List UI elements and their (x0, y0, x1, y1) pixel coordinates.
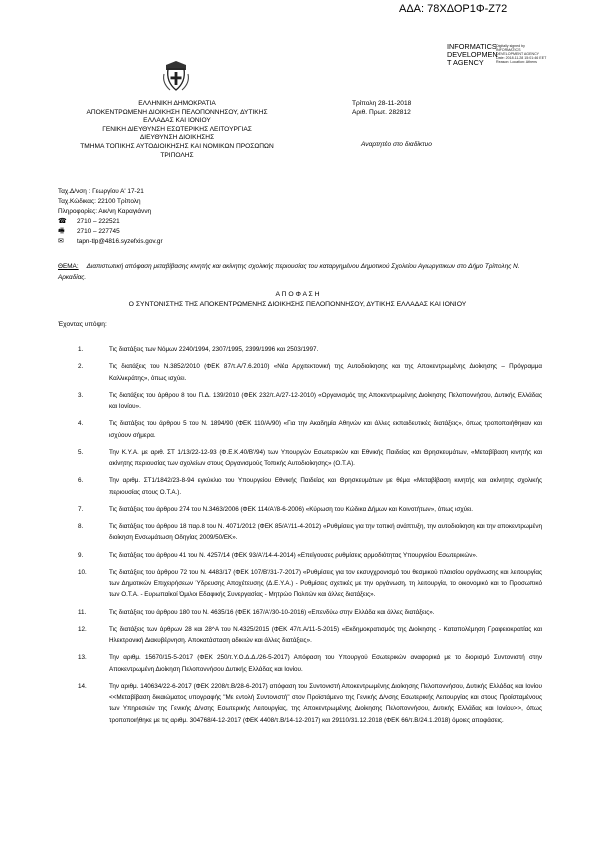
item-text: Τις διατάξεις του άρθρου 5 του Ν. 1894/90 (ΦΕΚ 110/Α/90) «Για την Ακαδημία Αθηνών και άλλες εκπαιδευτικές διατάξεις», όπως τροποποιήθηκαν και ισχύουν σήμερα. (109, 420, 542, 439)
item-text: Τις διατάξεις του Ν.3852/2010 (ΦΕΚ 87/τ.Α/7.6.2010) «Νέα Αρχιτεκτονική της Αυτοδιοίκησης και της Αποκεντρωμένης Διοίκησης – Πρόγραμμα Καλλικράτης», όπως ισχύει. (109, 363, 542, 382)
issuer-line: ΕΛΛΑΔΑΣ ΚΑΙ ΙΟΝΙΟΥ (143, 117, 211, 125)
phone-row (58, 217, 163, 227)
item-text: Τις διατάξεις του άρθρου 8 του Π.Δ. 139/2010 (ΦΕΚ 232/τ.Α/27-12-2010) «Οργανισμός της Αποκεντρωμένης Διοίκησης Πελοποννήσου, Δυτικής Ελλάδας και Ιονίου». (109, 391, 542, 410)
item-number: 11. (78, 608, 87, 616)
issuer-authority (58, 100, 296, 160)
decision-subtitle: Ο ΣΥΝΤΟΝΙΣΤΗΣ ΤΗΣ ΑΠΟΚΕΝΤΡΩΜΕΝΗΣ ΔΙΟΙΚΗΣΗΣ ΠΕΛΟΠΟΝΝΗΣΟΥ, ΔΥΤΙΚΗΣ ΕΛΛΑΔΑΣ ΚΑΙ ΙΟΝΙΟΥ (128, 301, 467, 309)
list-item (78, 607, 542, 618)
place-date: Τρίπολη 28-11-2018 (352, 100, 412, 107)
item-number: 2. (78, 363, 84, 371)
issuer-line: ΓΕΝΙΚΗ ΔΙΕΥΘΥΝΣΗ ΕΣΩΤΕΡΙΚΗΣ ΛΕΙΤΟΥΡΓΙΑΣ (102, 125, 252, 133)
list-item (78, 567, 542, 601)
issuer-line: ΑΠΟΚΕΝΤΡΩΜΕΝΗ ΔΙΟΙΚΗΣΗ ΠΕΛΟΠΟΝΝΗΣΟΥ, ΔΥΤΙΚΗΣ (86, 108, 268, 116)
item-number: 4. (78, 420, 84, 428)
issuer-line: ΔΙΕΥΘΥΝΣΗ ΔΙΟΙΚΗΣΗΣ (139, 134, 215, 142)
item-number: 8. (78, 523, 84, 531)
item-number: 6. (78, 477, 84, 485)
list-item (78, 344, 542, 355)
email-icon: ✉ (58, 237, 64, 245)
phone-icon: ☎ (58, 217, 67, 225)
item-number: 5. (78, 448, 84, 456)
postcode-row: Ταχ.Κώδικας: 22100 Τρίπολη (58, 197, 141, 205)
item-text: Την αριθμ. 15670/15-5-2017 (ΦΕΚ 250/τ.Υ.Ο.Δ.Δ./26-5-2017) Απόφαση του Υπουργού Εσωτερικών αναφορικά με το διορισμό Συντονιστή στην Αποκεντρωμένη Διοίκηση Πελοποννήσου Δυτικής Ελλάδας και Ιονίου. (109, 654, 542, 673)
item-text: Τις διατάξεις του άρθρου 18 παρ.8 του Ν. 4071/2012 (ΦΕΚ 85/Α'/11-4-2012) «Ρυθμίσεις για την τοπική ανάπτυξη, την αυτοδιοίκηση και την αποκεντρωμένη διοίκηση Ενσωμάτωση Οδηγίας 2009/50/ΕΚ». (109, 523, 542, 542)
list-item (78, 418, 542, 440)
fax-number: 2710 – 227745 (77, 227, 120, 235)
list-item (78, 681, 542, 726)
decision-title: Α Π Ο Φ Α Σ Η (275, 291, 320, 298)
item-number: 3. (78, 391, 84, 399)
subject-label: ΘΕΜΑ: (58, 263, 79, 270)
subject-text: Διαπιστωτική απόφαση μεταβίβασης κινητής και ακίνητης σχολικής περιουσίας του καταργημένου Δημοτικού Σχολείου Αγιωργιτικων στο Δήμο Τρίπολης Ν. Αρκαδίας. (58, 263, 520, 281)
item-number: 7. (78, 505, 84, 513)
considerations-list (78, 344, 542, 732)
list-item (78, 652, 542, 674)
considerations-intro: Έχοντας υπόψη: (58, 321, 107, 328)
item-text: Τις διατάξεις του άρθρου 72 του Ν. 4483/17 (ΦΕΚ 107/Β'/31-7-2017) «Ρυθμίσεις για τον εκσυγχρονισμό του θεσμικού πλαισίου οργάνωσης και λειτουργίας των Δημοτικών Επιχειρήσεων Ύδρευσης Αποχέτευσης (Δ.Ε.Υ.Α.) - Ρυθμίσεις σχετικές με την οργάνωση, τη λειτουργία, το οικονομικό και το Προσωπικό των Ο.Τ.Α. - Ευρωπαϊκοί Όμιλοι Εδαφικής Συνεργασίας - Μητρώο Πολιτών και άλλες διατάξεις». (109, 568, 542, 599)
item-text: Τις διατάξεις των άρθρων 28 και 28^Α του Ν.4325/2015 (ΦΕΚ 47/τ.Α/11-5-2015) «Εκδημοκρατισμός της Διοίκησης - Καταπολέμηση Γραφειοκρατίας και Ηλεκτρονική Διακυβέρνηση. Αποκατάσταση αδικιών και άλλες διατάξεις». (109, 625, 542, 645)
ada-code: ΑΔΑ: 78ΧΔΟΡ1Φ-Ζ72 (399, 3, 508, 15)
list-item (78, 361, 542, 383)
item-number: 14. (78, 682, 87, 690)
address-row: Ταχ.Δ/νση : Γεωργίου Α' 17-21 (58, 188, 144, 195)
item-number: 10. (78, 568, 87, 576)
document-info (352, 100, 411, 117)
contact-details (58, 187, 163, 246)
issuer-line: ΤΜΗΜΑ ΤΟΠΙΚΗΣ ΑΥΤΟΔΙΟΙΚΗΣΗΣ ΚΑΙ ΝΟΜΙΚΩΝ ΠΡΟΣΩΠΩΝ (80, 142, 274, 150)
email-address: tapn-tlp@4816.syzefxis.gov.gr (77, 237, 163, 245)
issuer-line: ΕΛΛΗΝΙΚΗ ΔΗΜΟΚΡΑΤΙΑ (138, 100, 216, 107)
item-number: 13. (78, 654, 87, 662)
digital-signature-block (447, 43, 548, 68)
email-row (58, 237, 163, 247)
item-text: Την αριθμ. 140634/22-6-2017 (ΦΕΚ 2208/τ.Β/28-6-2017) απόφαση του Συντονιστή Αποκεντρωμένης Διοίκησης Πελοποννήσου, Δυτικής Ελλάδας και Ιονίου <<Μεταβίβαση δικαιώματος υπογραφής "Με εντολή Συντονιστή" στον Προϊστάμενο της Γενικής Δ/νσης Εσωτερικής Λειτουργίας και στους Προϊσταμένους των Υπηρεσιών της Γενικής Δ/νσης Εσωτερικής Λειτουργίας, της Αποκεντρωμένης Διοίκησης Πελοποννήσου, Δυτικής Ελλάδας και Ιονίου>>, όπως τροποποιήθηκε με τις αριθμ. 304768/4-12-2017 (ΦΕΚ 4408/τ.Β/14-12-2017) και 29110/31.12.2018 (ΦΕΚ 66/τ.Β/24.1.2018) όμοιες αποφάσεις. (109, 682, 542, 724)
phone-number: 2710 – 222521 (77, 217, 120, 225)
item-text: Την αριθμ. ΣΤ1/1842/23-8-94 εγκύκλιο του Υπουργείου Εθνικής Παιδείας και Θρησκευμάτων με θέμα «Μεταβίβαση κινητής και ακίνητης σχολικής περιουσίας στους Ο.Τ.Α.). (109, 477, 542, 496)
list-item (78, 504, 542, 515)
item-text: Τις διατάξεις του άρθρου 274 του Ν.3463/2006 (ΦΕΚ 114/Α'/8-6-2006) «Κύρωση του Κώδικα Δήμων και Κοινοτήτων», όπως ισχύει. (109, 505, 474, 513)
list-item (78, 390, 542, 412)
item-number: 9. (78, 551, 84, 559)
signer-name: INFORMATICS DEVELOPMEN T AGENCY (447, 42, 498, 68)
list-item (78, 521, 542, 543)
protocol-number: Αριθ. Πρωτ. 282812 (352, 108, 411, 116)
list-item (78, 624, 542, 646)
list-item (78, 447, 542, 469)
fax-row (58, 227, 163, 237)
fax-icon: 🖷 (58, 227, 65, 235)
signature-details: Digitally signed by INFORMATICS DEVELOPMENT AGENCY Date: 2018.11.28 15:01:46 EET Reason: Location: Athens (496, 44, 547, 65)
decision-heading (0, 290, 595, 311)
item-text: Τις διατάξεις του άρθρου 41 του Ν. 4257/14 (ΦΕΚ 93/Α'/14-4-2014) «Επείγουσες ρυθμίσεις αρμοδιότητας Υπουργείου Εσωτερικών». (109, 551, 478, 559)
subject (58, 262, 542, 283)
item-number: 1. (78, 346, 84, 353)
item-number: 12. (78, 625, 87, 633)
info-row: Πληροφορίες: Αικ/νη Καραγιάννη (58, 207, 152, 215)
item-text: Τις διατάξεις του άρθρου 180 του Ν. 4635/16 (ΦΕΚ 167/Α'/30-10-2016) «Επενδύω στην Ελλάδα και άλλες διατάξεις». (109, 608, 435, 616)
issuer-line: ΤΡΙΠΟΛΗΣ (160, 151, 194, 159)
item-text: Την Κ.Υ.Α. με αριθ. ΣΤ 1/13/22-12-93 (Φ.Ε.Κ.40/Β'/94) των Υπουργών Εσωτερικών και Εθνικής Παιδείας και Θρησκευμάτων, «Μεταβίβαση κινητής και ακίνητης περιουσίας των σχολείων στους Οργανισμούς Τοπικής Αυτοδιοίκησης» (Ο.Τ.Α). (109, 448, 542, 467)
list-item (78, 475, 542, 497)
greek-coat-of-arms-icon (161, 59, 191, 93)
item-text: Τις διατάξεις των Νόμων 2240/1994, 2307/1995, 2399/1996 και 2503/1997. (109, 346, 319, 353)
list-item (78, 550, 542, 561)
posting-note: Αναρτητέο στο διαδίκτυο (361, 141, 432, 148)
